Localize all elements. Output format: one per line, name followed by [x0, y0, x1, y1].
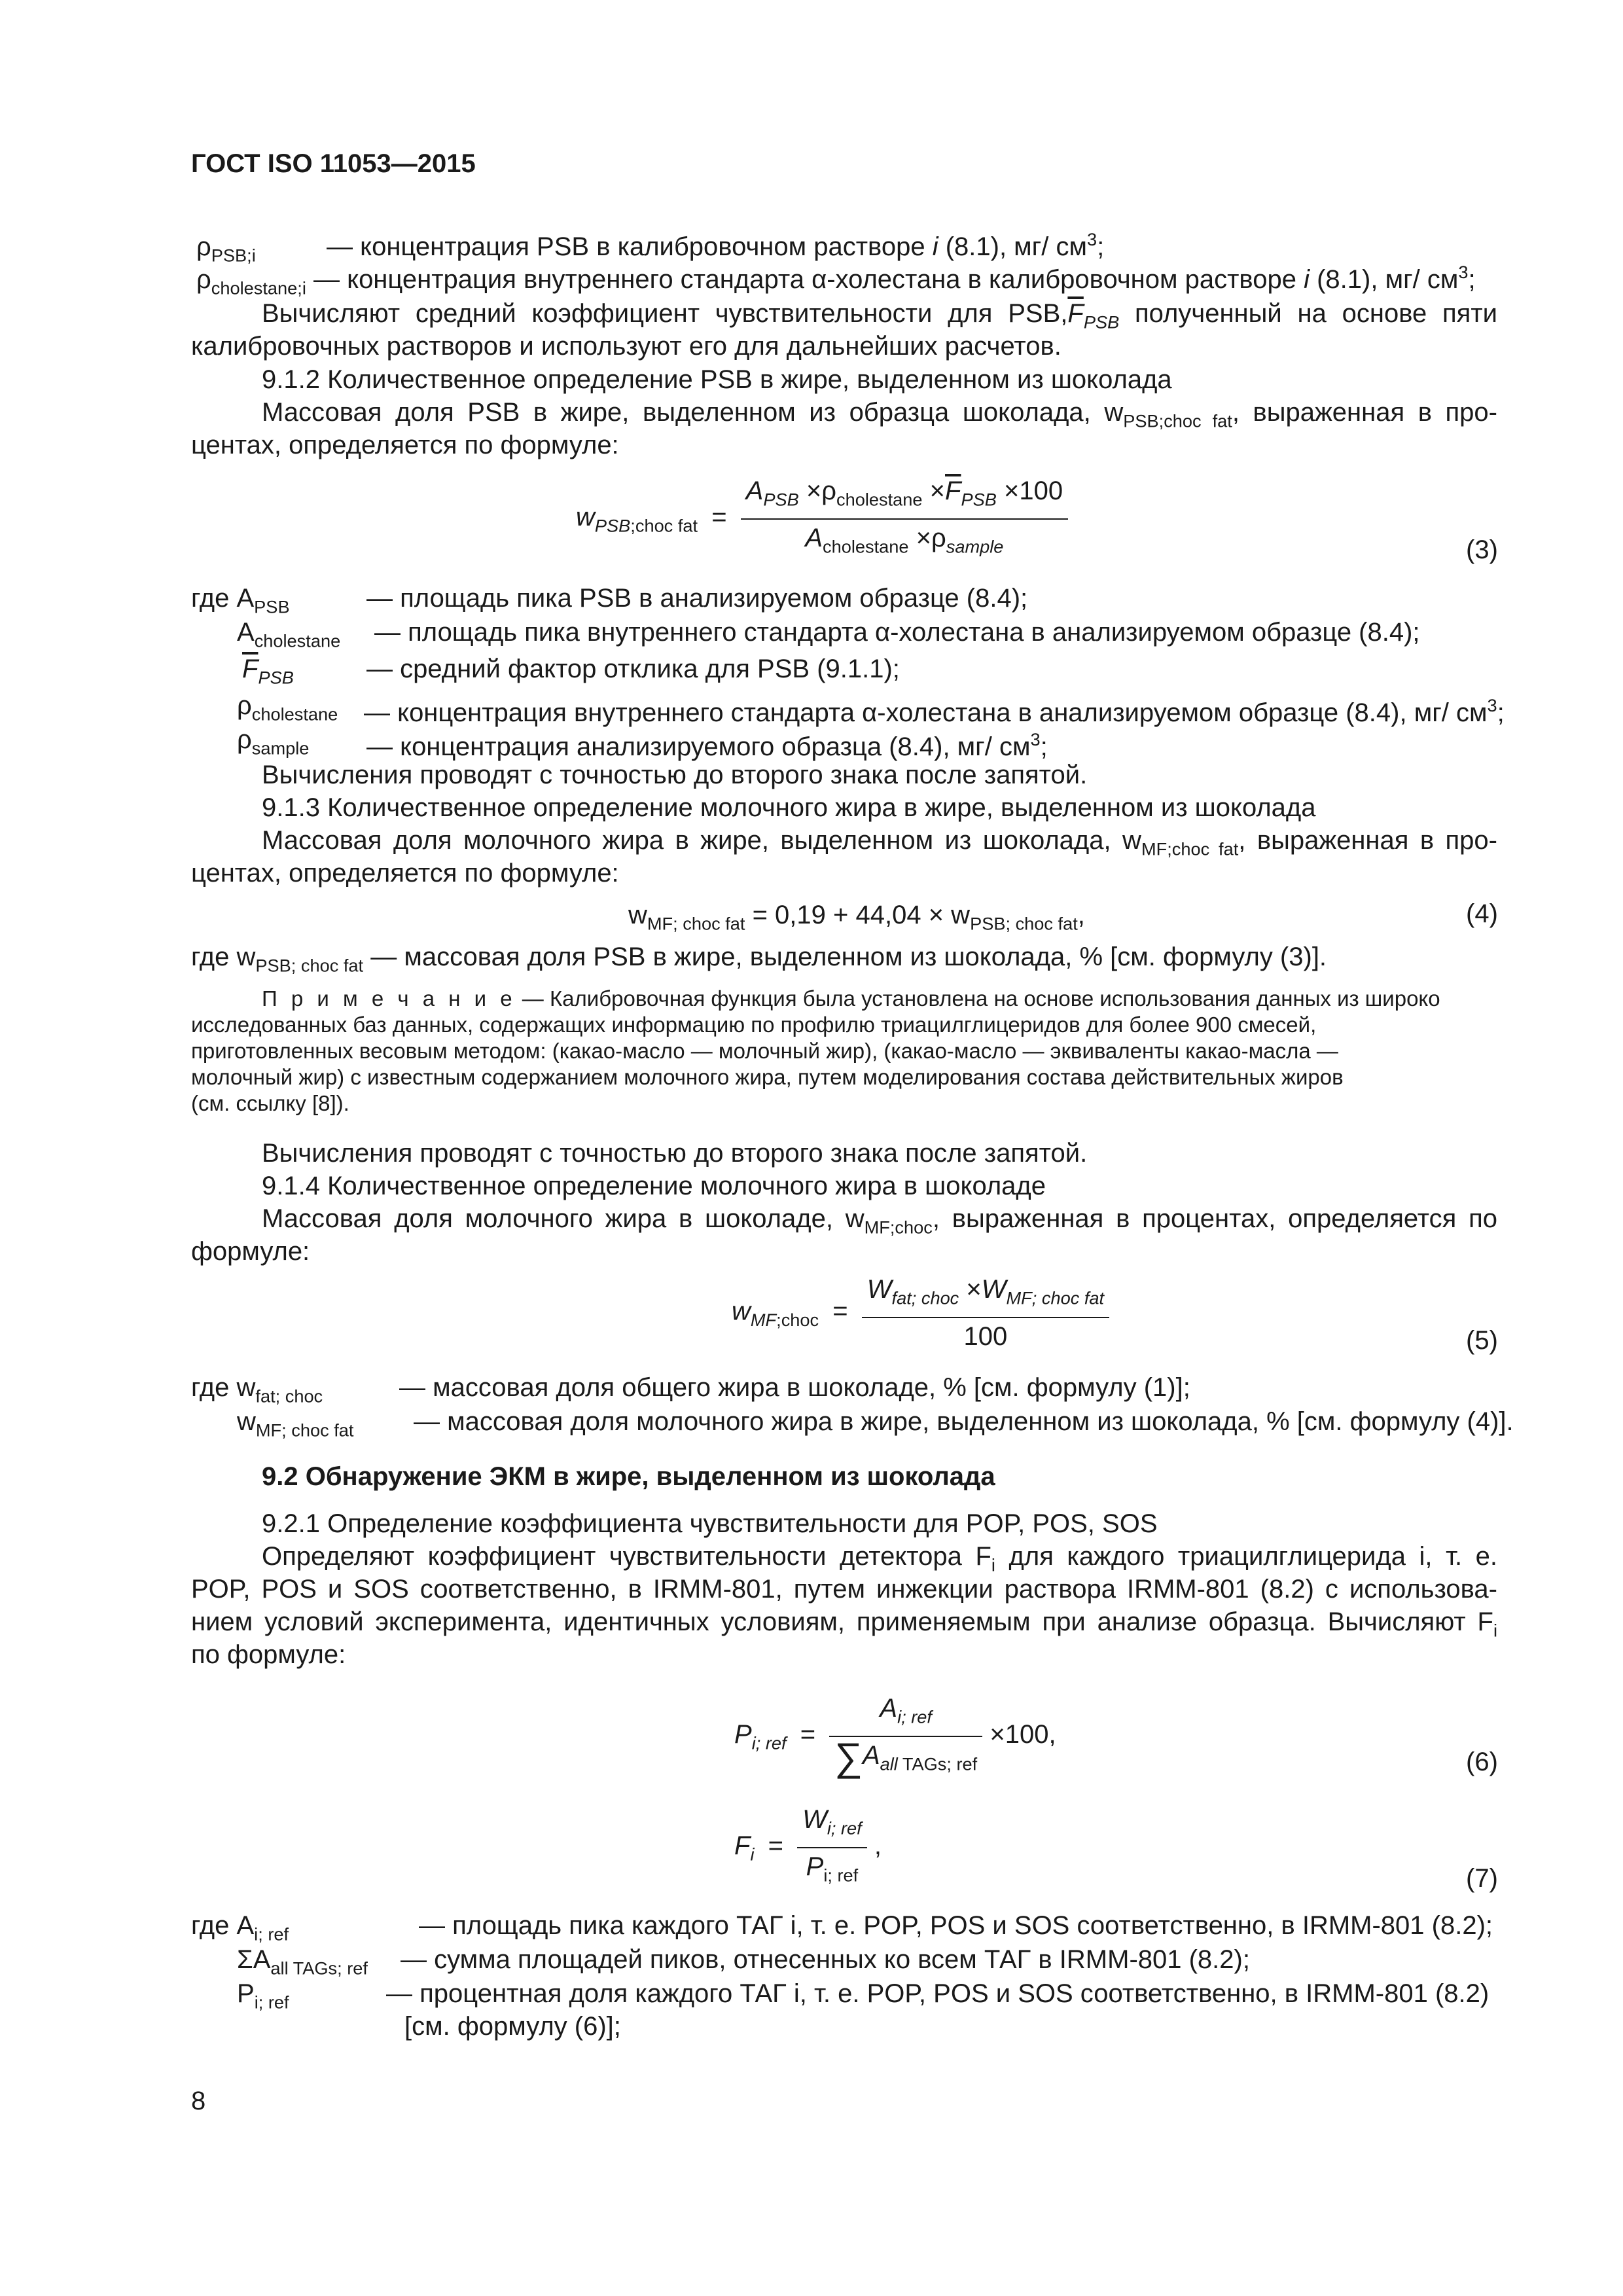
- def-f-psb-text: — средний фактор отклика для PSB (9.1.1);: [366, 655, 900, 683]
- paragraph-response-factor-l4: по формуле:: [191, 1640, 346, 1669]
- equation-3-number: (3): [1466, 535, 1498, 564]
- def-a-cholestane-text: — площадь пика внутреннего стандарта α-холестана в анализируемом образце (8.4);: [374, 618, 1420, 647]
- def-sum-a-all-text: — сумма площадей пиков, отнесенных ко всем ТАГ в IRMM-801 (8.2);: [401, 1945, 1250, 1974]
- equation-5-fraction: $\frac{W_{fat; choc} \times W_{MF; choc fat}}{100}$: [862, 1274, 1109, 1352]
- paragraph-response-factor-l3: нием условий эксперимента, идентичных условиям, применяемым при анализе образца. Вычисляют $F_i$: [191, 1607, 1497, 1641]
- def-w-fat-choc-text: — массовая доля общего жира в шоколаде, % [см. формулу (1)];: [399, 1373, 1190, 1402]
- section-9-2: 9.2 Обнаружение ЭКМ в жире, выделенном из шоколада: [262, 1462, 995, 1491]
- paragraph-response-factor-l2: POP, POS и SOS соответственно, в IRMM-801, путем инжекции раствора IRMM-801 (8.2) с использова-: [191, 1575, 1497, 1604]
- def-p-i-ref: $P_{i; ref}$: [237, 1979, 289, 2013]
- paragraph-mf-choc: Массовая доля молочного жира в шоколаде, $w_{MF;choc}$, выраженная в процентах, определяется по: [262, 1204, 1497, 1238]
- def-rho-sample: $\rho_{sample}$: [237, 725, 310, 759]
- paragraph-mf-fraction: Массовая доля молочного жира в жире, выделенном из шоколада, $w_{MF;choc fat}$, выраженная в про-: [262, 826, 1497, 859]
- paragraph-mf-fraction-cont: центах, определяется по формуле:: [191, 859, 619, 888]
- equation-3: $w_{PSB;choc fat}$ = $\frac{A_{PSB} \times\rho_{cholestane} \times\overline{F}_{PSB} \times 100}{A_{cholestane} \times\rho_{sample}}$: [576, 475, 1068, 562]
- def-sum-a-all: $\Sigma A_{all TAGs; ref}$: [237, 1945, 368, 1979]
- def-p-i-ref-cont: [см. формулу (6)];: [404, 2012, 621, 2041]
- paragraph-mean-response: Вычисляют средний коэффициент чувствительности для $PSB,\overline{F}_{PSB}$ полученный на основе пяти: [262, 299, 1498, 332]
- section-9-1-2: 9.1.2 Количественное определение PSB в жире, выделенном из шоколада: [262, 365, 1172, 394]
- document-header: ГОСТ ISO 11053—2015: [191, 149, 476, 178]
- paragraph-precision-1: Вычисления проводят с точностью до второго знака после запятой.: [262, 761, 1088, 789]
- note-line-2: исследованных баз данных, содержащих информацию по профилю триацилглицеридов для более 900 смесей,: [191, 1013, 1317, 1037]
- equation-4-number: (4): [1466, 899, 1498, 928]
- equation-7: $F_i$ = $\frac{W_{i; ref}}{P_{i; ref}}$ ,: [734, 1804, 882, 1891]
- paragraph-mf-choc-cont: формуле:: [191, 1237, 310, 1266]
- def-rho-cholestane-2: $\rho_{cholestane}$: [237, 691, 338, 725]
- section-9-1-3: 9.1.3 Количественное определение молочного жира в жире, выделенном из шоколада: [262, 793, 1316, 822]
- note-line-5: (см. ссылку [8]).: [191, 1091, 349, 1115]
- def-a-i-ref: где $A_{i; ref}$: [191, 1911, 289, 1945]
- def-w-psb-choc-fat: где $w_{PSB; choc fat}$ — массовая доля PSB в жире, выделенном из шоколада, % [см. формулу (3)].: [191, 942, 1327, 976]
- paragraph-psb-fraction: Массовая доля PSB в жире, выделенном из образца шоколада, $w_{PSB;choc fat}$, выраженная в про-: [262, 398, 1497, 431]
- equation-5-number: (5): [1466, 1326, 1498, 1355]
- paragraph-psb-fraction-cont: центах, определяется по формуле:: [191, 431, 619, 459]
- equation-7-number: (7): [1466, 1864, 1498, 1893]
- def-a-i-ref-text: — площадь пика каждого ТАГ i, т. е. POP, POS и SOS соответственно, в IRMM-801 (8.2);: [419, 1911, 1493, 1940]
- equation-6-number: (6): [1466, 1748, 1498, 1776]
- section-9-2-1: 9.2.1 Определение коэффициента чувствительности для POP, POS, SOS: [262, 1509, 1158, 1538]
- equation-3-fraction: $\frac{A_{PSB} \times\rho_{cholestane} \times\overline{F}_{PSB} \times 100}{A_{cholestane} \times\rho_{sample}}$: [741, 475, 1068, 562]
- paragraph-response-factor-l1: Определяют коэффициент чувствительности детектора $F_i$ для каждого триацилглицерида i, т. е.: [262, 1542, 1498, 1575]
- def-a-psb: где $A_{PSB}$: [191, 584, 290, 617]
- equation-5: $w_{MF;choc}$ = $\frac{W_{fat; choc} \times W_{MF; choc fat}}{100}$: [732, 1274, 1109, 1352]
- def-rho-sample-text: — концентрация анализируемого образца (8.4), мг/ $см^3$;: [366, 729, 1048, 761]
- paragraph-precision-2: Вычисления проводят с точностью до второго знака после запятой.: [262, 1139, 1088, 1168]
- equation-6-fraction: $\frac{A_{i; ref}}{\sum A_{all} _{TAGs; ref}}$: [829, 1693, 982, 1780]
- note-line-4: молочный жир) с известным содержанием молочного жира, путем моделирования состава действительных жиров: [191, 1065, 1344, 1089]
- def-rho-psb: $\rho_{PSB;i}$ — концентрация PSB в калибровочном растворе i (8.1), мг/ $см^3$;: [196, 229, 1105, 266]
- equation-7-fraction: $\frac{W_{i; ref}}{P_{i; ref}}$: [797, 1804, 867, 1891]
- note-line-3: приготовленных весовым методом: (какао-масло — молочный жир), (какао-масло — эквиваленты какао-масла —: [191, 1039, 1338, 1063]
- def-rho-cholestane-2-text: — концентрация внутреннего стандарта α-холестана в анализируемом образце (8.4), мг/ $см^3$;: [364, 695, 1505, 727]
- paragraph-mean-response-cont: калибровочных растворов и используют его для дальнейших расчетов.: [191, 332, 1061, 361]
- def-a-cholestane: $A_{cholestane}$: [237, 618, 341, 651]
- def-p-i-ref-text: — процентная доля каждого ТАГ i, т. е. POP, POS и SOS соответственно, в IRMM-801 (8.2): [386, 1979, 1489, 2008]
- def-f-psb: $\overline{F}_{PSB}$: [242, 655, 294, 688]
- equation-4: $w_{MF; choc fat} = 0,19 + 44,04 \times w_{PSB; choc fat}$,: [628, 901, 1085, 934]
- def-a-psb-text: — площадь пика PSB в анализируемом образце (8.4);: [366, 584, 1028, 613]
- def-w-mf-choc-fat: $w_{MF; choc fat}$: [237, 1407, 354, 1441]
- note-line-1: П р и м е ч а н и е — Калибровочная функция была установлена на основе использования данных из широко: [262, 986, 1440, 1011]
- def-w-mf-choc-fat-text: — массовая доля молочного жира в жире, выделенном из шоколада, % [см. формулу (4)].: [414, 1407, 1514, 1436]
- def-w-fat-choc: где $w_{fat; choc}$: [191, 1373, 323, 1407]
- section-9-1-4: 9.1.4 Количественное определение молочного жира в шоколаде: [262, 1172, 1046, 1200]
- def-rho-cholestane: $\rho_{cholestane;i}$ — концентрация внутреннего стандарта α-холестана в калибровочном растворе i (8.1), мг/ $см^3$;: [196, 262, 1476, 298]
- page-number: 8: [191, 2087, 206, 2115]
- equation-6: $P_{i; ref}$ = $\frac{A_{i; ref}}{\sum A_{all} _{TAGs; ref}}$ ×100,: [734, 1694, 1056, 1779]
